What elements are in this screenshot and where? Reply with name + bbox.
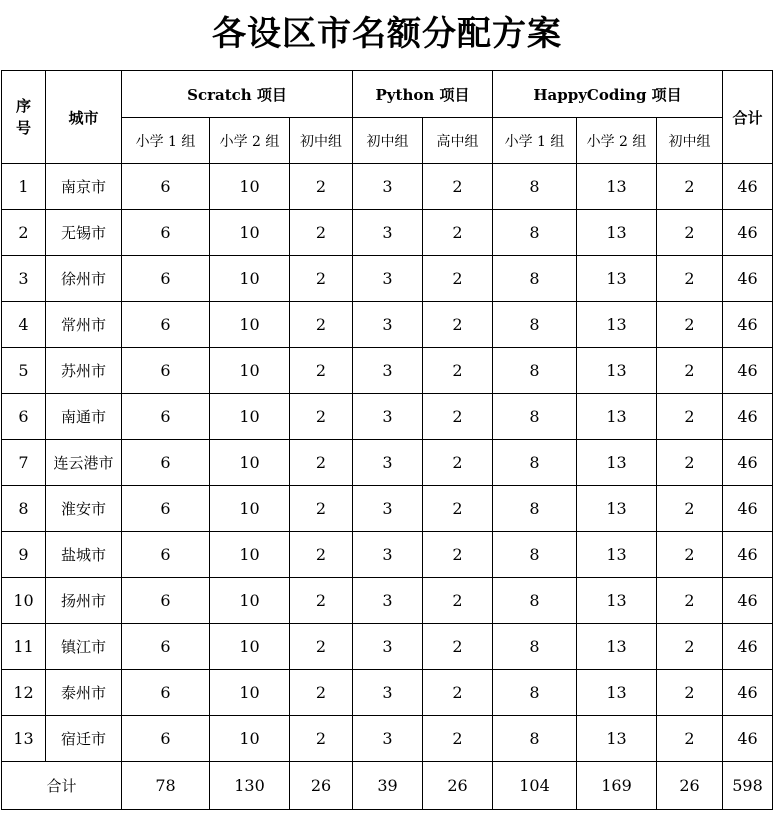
quota-cell: 2 [657,302,723,348]
quota-cell: 3 [353,440,423,486]
quota-cell: 2 [657,670,723,716]
quota-cell: 2 [423,716,493,762]
table-row [2,532,773,578]
row-city: 宿迁市 [46,716,122,762]
quota-cell: 13 [577,394,657,440]
quota-cell: 3 [353,532,423,578]
quota-cell: 2 [423,302,493,348]
row-city: 连云港市 [46,440,122,486]
table-row [2,578,773,624]
row-total: 46 [723,256,773,302]
table-row [2,210,773,256]
quota-cell: 2 [290,624,353,670]
quota-cell: 3 [353,578,423,624]
quota-cell: 2 [423,578,493,624]
quota-cell: 8 [493,532,577,578]
totals-label: 合计 [2,762,122,810]
quota-cell: 2 [423,210,493,256]
quota-cell: 3 [353,624,423,670]
quota-cell: 6 [122,532,210,578]
quota-cell: 10 [210,624,290,670]
row-total: 46 [723,164,773,210]
quota-cell: 3 [353,394,423,440]
row-total: 46 [723,624,773,670]
row-total: 46 [723,670,773,716]
header-scratch: Scratch 项目 [122,71,353,118]
quota-cell: 6 [122,302,210,348]
row-index: 13 [2,716,46,762]
header-city: 城市 [46,71,122,164]
quota-cell: 2 [657,256,723,302]
quota-cell: 2 [657,624,723,670]
header-happycoding: HappyCoding 项目 [493,71,723,118]
row-index: 1 [2,164,46,210]
quota-cell: 2 [657,578,723,624]
row-total: 46 [723,302,773,348]
quota-cell: 2 [423,348,493,394]
quota-cell: 2 [657,440,723,486]
quota-cell: 2 [423,256,493,302]
quota-cell: 10 [210,164,290,210]
quota-cell: 13 [577,302,657,348]
table-row [2,486,773,532]
quota-cell: 13 [577,256,657,302]
quota-cell: 2 [290,210,353,256]
quota-cell: 6 [122,578,210,624]
quota-cell: 13 [577,624,657,670]
quota-cell: 3 [353,348,423,394]
quota-cell: 2 [657,532,723,578]
quota-cell: 13 [577,164,657,210]
quota-cell: 2 [657,348,723,394]
page-title: 各设区市名额分配方案 [212,14,562,54]
quota-cell: 2 [290,256,353,302]
row-city: 泰州市 [46,670,122,716]
quota-cell: 2 [290,394,353,440]
quota-cell: 6 [122,210,210,256]
quota-cell: 2 [423,440,493,486]
quota-cell: 13 [577,348,657,394]
quota-cell: 13 [577,532,657,578]
totals-row [2,762,773,810]
total-cell: 26 [423,762,493,810]
table-row [2,716,773,762]
quota-cell: 2 [657,486,723,532]
quota-cell: 3 [353,210,423,256]
quota-cell: 10 [210,716,290,762]
header-python-junior: 初中组 [353,118,423,164]
row-total: 46 [723,532,773,578]
quota-cell: 2 [290,486,353,532]
row-total: 46 [723,578,773,624]
row-index: 7 [2,440,46,486]
row-index: 11 [2,624,46,670]
row-index: 8 [2,486,46,532]
quota-cell: 8 [493,486,577,532]
quota-cell: 3 [353,486,423,532]
quota-cell: 2 [423,394,493,440]
quota-cell: 10 [210,302,290,348]
total-cell: 104 [493,762,577,810]
quota-cell: 10 [210,670,290,716]
header-hc-primary2: 小学 2 组 [577,118,657,164]
row-city: 徐州市 [46,256,122,302]
table-row [2,624,773,670]
row-index: 6 [2,394,46,440]
quota-cell: 2 [657,716,723,762]
row-index: 4 [2,302,46,348]
quota-cell: 8 [493,394,577,440]
quota-cell: 13 [577,210,657,256]
quota-cell: 13 [577,670,657,716]
quota-cell: 2 [423,486,493,532]
header-hc-primary1: 小学 1 组 [493,118,577,164]
quota-cell: 6 [122,394,210,440]
table-row [2,394,773,440]
table-row [2,256,773,302]
row-city: 盐城市 [46,532,122,578]
header-seq-line1: 序 [15,97,31,115]
quota-cell: 2 [423,670,493,716]
quota-cell: 10 [210,348,290,394]
quota-cell: 2 [657,210,723,256]
row-total: 46 [723,210,773,256]
quota-cell: 2 [423,624,493,670]
header-scratch-primary1: 小学 1 组 [122,118,210,164]
quota-cell: 10 [210,256,290,302]
total-cell: 130 [210,762,290,810]
quota-cell: 10 [210,394,290,440]
total-cell: 26 [657,762,723,810]
quota-cell: 2 [290,716,353,762]
grand-total-cell: 598 [723,762,773,810]
row-index: 3 [2,256,46,302]
row-index: 5 [2,348,46,394]
header-python: Python 项目 [353,71,493,118]
quota-cell: 8 [493,164,577,210]
quota-cell: 6 [122,440,210,486]
total-cell: 78 [122,762,210,810]
row-city: 无锡市 [46,210,122,256]
quota-cell: 2 [290,578,353,624]
header-scratch-junior: 初中组 [290,118,353,164]
row-index: 12 [2,670,46,716]
quota-cell: 3 [353,670,423,716]
header-total: 合计 [723,71,773,164]
quota-cell: 3 [353,716,423,762]
quota-cell: 6 [122,486,210,532]
quota-cell: 13 [577,716,657,762]
quota-cell: 8 [493,440,577,486]
total-cell: 26 [290,762,353,810]
header-seq-line2: 号 [15,119,31,137]
row-total: 46 [723,486,773,532]
table-row [2,164,773,210]
quota-cell: 3 [353,164,423,210]
quota-cell: 10 [210,532,290,578]
table-row [2,440,773,486]
quota-cell: 3 [353,256,423,302]
table-row [2,302,773,348]
header-hc-junior: 初中组 [657,118,723,164]
quota-cell: 6 [122,164,210,210]
quota-cell: 2 [423,532,493,578]
quota-cell: 2 [290,164,353,210]
row-city: 南京市 [46,164,122,210]
header-python-senior: 高中组 [423,118,493,164]
row-total: 46 [723,440,773,486]
row-index: 10 [2,578,46,624]
quota-cell: 2 [290,348,353,394]
quota-cell: 6 [122,624,210,670]
quota-cell: 6 [122,670,210,716]
quota-cell: 2 [290,302,353,348]
quota-cell: 2 [290,670,353,716]
quota-cell: 2 [423,164,493,210]
total-cell: 169 [577,762,657,810]
row-total: 46 [723,716,773,762]
row-city: 扬州市 [46,578,122,624]
quota-cell: 13 [577,486,657,532]
row-index: 9 [2,532,46,578]
quota-cell: 3 [353,302,423,348]
quota-cell: 2 [657,394,723,440]
quota-cell: 10 [210,578,290,624]
quota-cell: 2 [657,164,723,210]
row-city: 常州市 [46,302,122,348]
quota-cell: 6 [122,256,210,302]
quota-cell: 8 [493,302,577,348]
quota-cell: 8 [493,578,577,624]
table-row [2,670,773,716]
quota-cell: 8 [493,716,577,762]
quota-cell: 8 [493,256,577,302]
header-scratch-primary2: 小学 2 组 [210,118,290,164]
row-city: 淮安市 [46,486,122,532]
table-row [2,348,773,394]
row-total: 46 [723,394,773,440]
quota-cell: 6 [122,716,210,762]
row-index: 2 [2,210,46,256]
quota-cell: 10 [210,486,290,532]
row-city: 镇江市 [46,624,122,670]
quota-cell: 2 [290,532,353,578]
row-city: 苏州市 [46,348,122,394]
total-cell: 39 [353,762,423,810]
quota-cell: 13 [577,578,657,624]
row-total: 46 [723,348,773,394]
quota-table [1,70,773,810]
quota-cell: 6 [122,348,210,394]
header-row-groups [2,71,773,118]
quota-cell: 8 [493,348,577,394]
quota-cell: 8 [493,624,577,670]
table-body [2,164,773,762]
quota-cell: 10 [210,210,290,256]
quota-cell: 10 [210,440,290,486]
quota-cell: 8 [493,670,577,716]
header-seq [2,71,46,164]
quota-cell: 13 [577,440,657,486]
row-city: 南通市 [46,394,122,440]
quota-cell: 8 [493,210,577,256]
quota-cell: 2 [290,440,353,486]
